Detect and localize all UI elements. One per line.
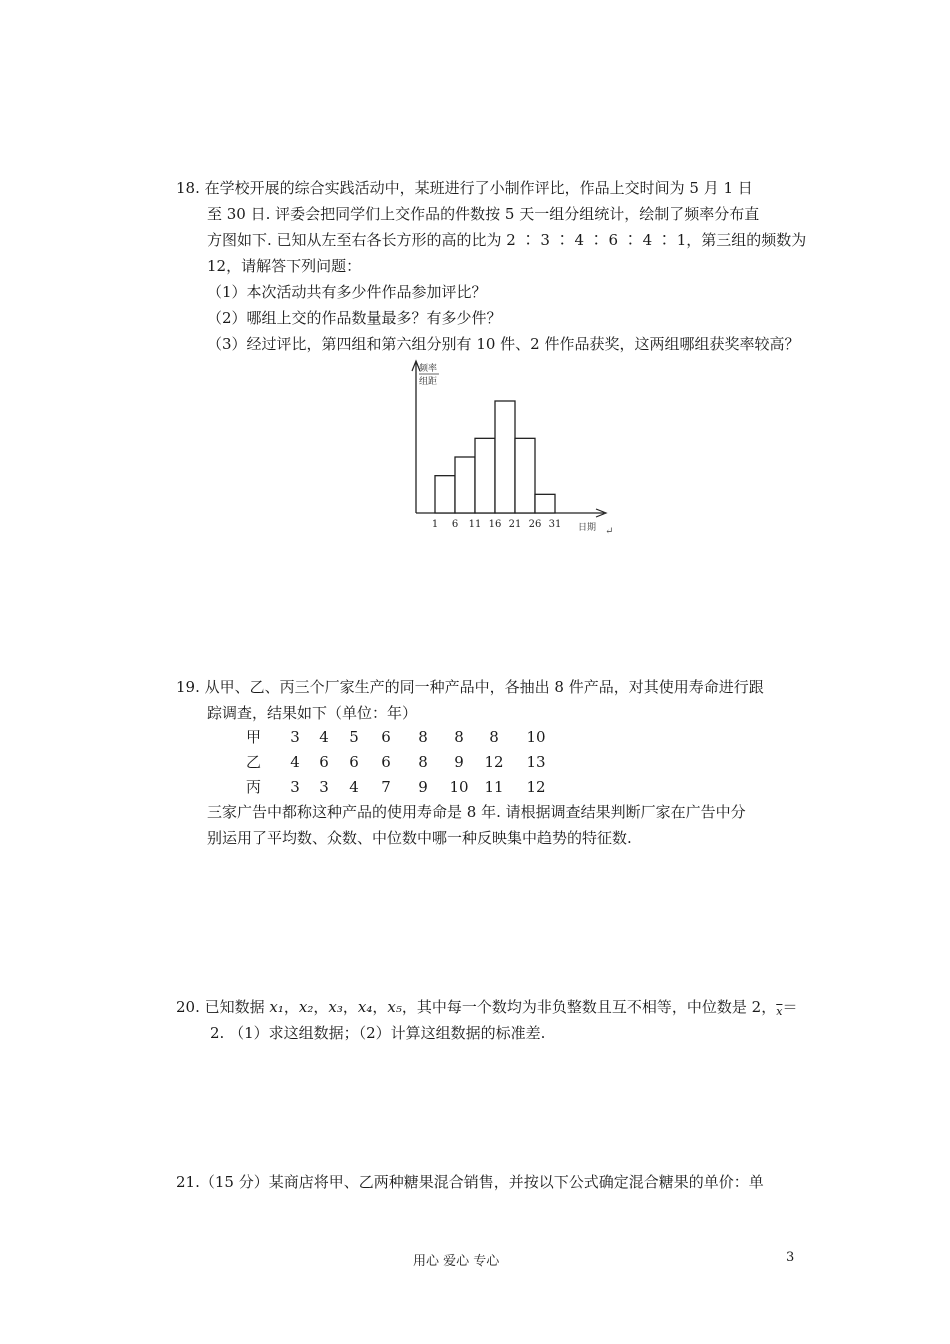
table-cell: 12: [484, 753, 504, 771]
q20-var-3: x₃: [328, 998, 343, 1016]
x-tick-label: 26: [528, 519, 542, 530]
x-tick-label: 21: [508, 519, 522, 530]
histogram-bar: [495, 401, 515, 513]
y-label-bottom: 组距: [419, 377, 438, 387]
table-cell: 8: [418, 753, 428, 771]
q20-equals: ＝: [782, 998, 798, 1016]
q19-after-1: 三家广告中都称这种产品的使用寿命是 8 年. 请根据调查结果判断厂家在广告中分: [207, 803, 746, 821]
q18-sub-1: （1）本次活动共有多少件作品参加评比？: [207, 283, 487, 301]
table-cell: 10: [449, 778, 469, 796]
histogram-bar: [455, 457, 475, 513]
x-tick-label: 1: [431, 519, 439, 530]
x-axis-label: 日期: [578, 523, 597, 533]
table-cell: 10: [526, 728, 546, 746]
table-cell: 12: [526, 778, 546, 796]
table-cell: 9: [418, 778, 428, 796]
q20-line-1: 20. 已知数据 x₁，x₂，x₃，x₄，x₅，其中每一个数均为非负整数且互不相等，中位数是 2，$_{\overline{x}}$＝: [176, 998, 798, 1018]
q20-var-2: x₂: [298, 998, 314, 1016]
table-cell: 6: [349, 753, 359, 771]
y-label-top: 频率: [419, 364, 438, 374]
table-cell: 5: [349, 728, 359, 746]
q18-line-3: 方图如下. 已知从左至右各长方形的高的比为 2 ∶ 3 ∶ 4 ∶ 6 ∶ 4 ∶ 1，第三组的频数为: [207, 231, 807, 249]
table-cell: 3: [319, 778, 329, 796]
q20-var-4: x₄: [357, 998, 373, 1016]
q18-line-1: 18. 在学校开展的综合实践活动中，某班进行了小制作评比，作品上交时间为 5 月 1 日: [176, 179, 753, 197]
table-cell: 8: [454, 728, 464, 746]
histogram-bar: [515, 438, 535, 513]
return-mark-icon: ↵: [605, 526, 614, 537]
table-cell: 4: [290, 753, 300, 771]
table-cell: 13: [526, 753, 546, 771]
histogram-bar: [535, 494, 555, 513]
table-row-label: 丙: [246, 778, 262, 796]
q20-var-1: x₁: [269, 998, 284, 1016]
table-cell: 11: [484, 778, 504, 796]
table-row-label: 乙: [246, 753, 262, 771]
table-cell: 4: [319, 728, 329, 746]
footer-motto: 用心 爱心 专心: [413, 1254, 500, 1269]
table-cell: 7: [381, 778, 391, 796]
x-tick-label: 11: [468, 519, 482, 530]
histogram-bar: [435, 476, 455, 513]
table-cell: 9: [454, 753, 464, 771]
q19-line-2: 踪调查，结果如下（单位：年）: [207, 704, 418, 722]
table-cell: 6: [319, 753, 329, 771]
q20-xbar: x: [776, 1005, 783, 1018]
table-cell: 3: [290, 778, 300, 796]
histogram-bar: [475, 438, 495, 513]
table-cell: 8: [418, 728, 428, 746]
table-cell: 3: [290, 728, 300, 746]
histogram-bars: [435, 401, 555, 513]
page-number: 3: [786, 1250, 795, 1265]
table-cell: 4: [349, 778, 359, 796]
q20-suffix: ，其中每一个数均为非负整数且互不相等，中位数是 2，: [401, 998, 777, 1016]
q19-line-1: 19. 从甲、乙、丙三个厂家生产的同一种产品中，各抽出 8 件产品，对其使用寿命进行跟: [176, 678, 764, 696]
table-cell: 8: [489, 728, 499, 746]
q21-line: 21.（15 分）某商店将甲、乙两种糖果混合销售，并按以下公式确定混合糖果的单价：单: [176, 1173, 764, 1191]
q20-var-5: x₅: [387, 998, 402, 1016]
x-tick-label: 31: [548, 519, 562, 530]
q19-after-2: 别运用了平均数、众数、中位数中哪一种反映集中趋势的特征数.: [207, 829, 632, 847]
x-tick-label: 16: [488, 519, 502, 530]
frequency-histogram: [380, 355, 640, 550]
q20-prefix: 20. 已知数据: [176, 998, 270, 1016]
q18-line-2: 至 30 日. 评委会把同学们上交作品的件数按 5 天一组分组统计，绘制了频率分布直: [207, 205, 760, 223]
table-cell: 6: [381, 753, 391, 771]
histogram-ticks: [432, 519, 562, 530]
q18-sub-3: （3）经过评比，第四组和第六组分别有 10 件、2 件作品获奖，这两组哪组获奖率较高？: [207, 335, 800, 353]
q18-line-4: 12，请解答下列问题：: [207, 257, 362, 275]
q20-line-2: 2. （1）求这组数据；（2）计算这组数据的标准差.: [210, 1024, 546, 1042]
q18-sub-2: （2）哪组上交的作品数量最多？有多少件？: [207, 309, 502, 327]
x-tick-label: 6: [451, 519, 459, 530]
table-row-label: 甲: [246, 728, 262, 746]
table-cell: 6: [381, 728, 391, 746]
